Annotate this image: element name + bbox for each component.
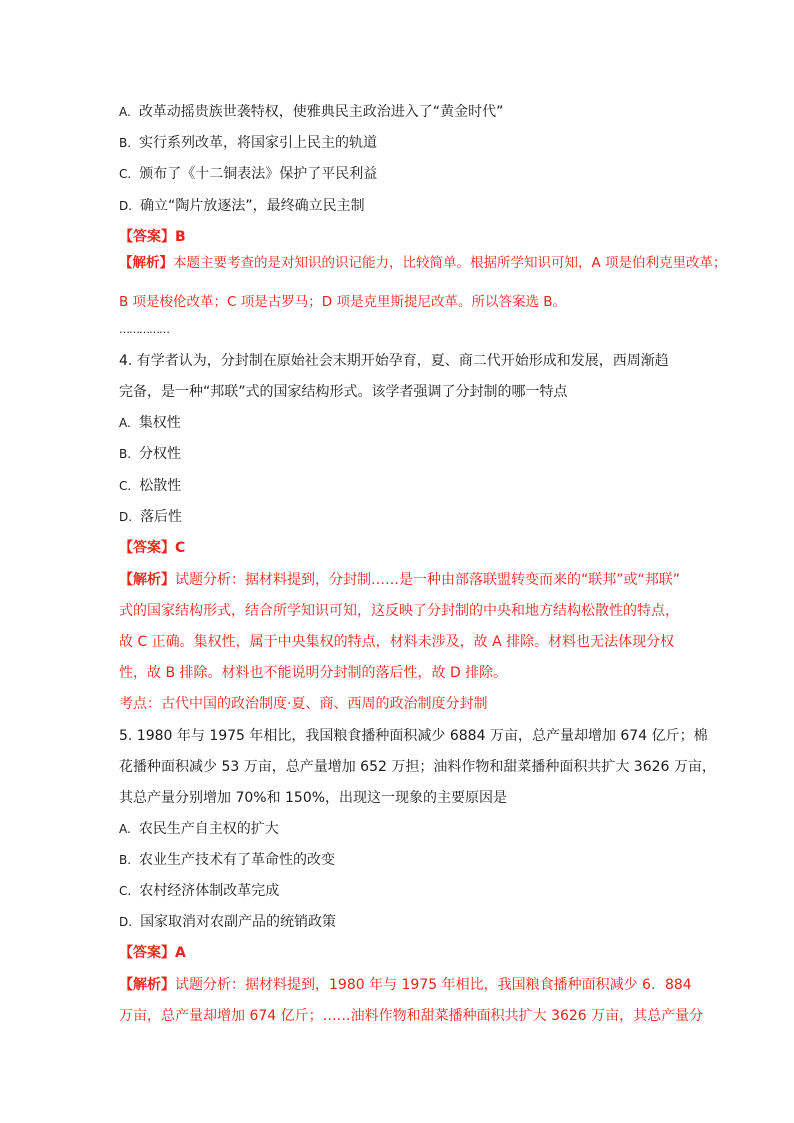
answer-value: B <box>175 229 186 245</box>
q3-analysis-line-2: B 项是梭伦改革；C 项是古罗马；D 项是克里斯提尼改革。所以答案选 B。 <box>119 294 567 310</box>
q3-answer <box>119 227 186 247</box>
ellipsis-divider: …………… <box>119 323 169 336</box>
option-text: 确立“陶片放逐法”，最终确立民主制 <box>140 198 365 214</box>
q5-stem-line-2: 花播种面积减少 53 万亩，总产量增加 652 万担；油料作物和甜菜播种面积共扩大 3626 万亩， <box>119 759 716 775</box>
option-letter: B. <box>119 853 132 867</box>
option-text: 颁布了《十二铜表法》保护了平民利益 <box>139 166 378 182</box>
option-letter: D. <box>119 199 133 213</box>
q4-analysis-line-2: 式的国家结构形式，结合所学知识可知，这反映了分封制的中央和地方结构松散性的特点， <box>119 603 679 619</box>
q5-answer <box>119 943 186 963</box>
q4-option-b <box>119 444 181 464</box>
option-letter: A. <box>119 105 131 119</box>
q4-option-c <box>119 476 181 496</box>
q3-analysis-line-1 <box>119 253 727 273</box>
analysis-text: 本题主要考查的是对知识的识记能力，比较简单。根据所学知识可知，A 项是伯利克里改革； <box>173 255 727 271</box>
option-text: 国家取消对农副产品的统销政策 <box>140 914 337 930</box>
analysis-text: 试题分析：据材料提到，1980 年与 1975 年相比，我国粮食播种面积减少 6．884 <box>175 977 692 993</box>
q3-option-c <box>119 164 377 184</box>
option-letter: C. <box>119 884 132 898</box>
option-text: 改革动摇贵族世袭特权，使雅典民主政治进入了“黄金时代” <box>138 104 504 120</box>
q4-option-a <box>119 413 181 433</box>
answer-label: 【答案】 <box>119 540 175 556</box>
q3-option-a <box>119 102 503 122</box>
q5-stem-line-3: 其总产量分别增加 70%和 150%，出现这一现象的主要原因是 <box>119 790 508 806</box>
option-text: 农民生产自主权的扩大 <box>138 821 279 837</box>
q4-stem-line-1: 4. 有学者认为，分封制在原始社会末期开始孕育，夏、商二代开始形成和发展，西周渐趋 <box>119 353 669 369</box>
q4-option-d <box>119 507 182 527</box>
q4-analysis-line-3: 故 C 正确。集权性，属于中央集权的特点，材料未涉及，故 A 排除。材料也无法体现分权 <box>119 634 675 650</box>
q5-analysis-line-1 <box>119 975 692 995</box>
analysis-text: 试题分析：据材料提到，分封制……是一种由部落联盟转变而来的“联邦”或“邦联” <box>175 572 681 588</box>
answer-value: C <box>175 540 186 556</box>
q4-kaodian: 考点：古代中国的政治制度·夏、商、西周的政治制度分封制 <box>119 696 488 712</box>
analysis-label: 【解析】 <box>119 572 175 588</box>
option-letter: B. <box>119 136 132 150</box>
option-text: 松散性 <box>139 478 182 494</box>
q5-analysis-line-2: 万亩，总产量却增加 674 亿斤；……油料作物和甜菜播种面积共扩大 3626 万亩，其总产量分 <box>119 1008 704 1024</box>
q3-option-b <box>119 133 377 153</box>
option-letter: D. <box>119 915 133 929</box>
analysis-label: 【解析】 <box>119 977 175 993</box>
q5-option-d <box>119 912 336 932</box>
option-letter: A. <box>119 416 131 430</box>
option-letter: C. <box>119 479 132 493</box>
q5-option-a <box>119 819 279 839</box>
option-text: 农业生产技术有了革命性的改变 <box>139 852 336 868</box>
answer-label: 【答案】 <box>119 229 175 245</box>
option-letter: A. <box>119 822 131 836</box>
q4-analysis-line-1 <box>119 570 680 590</box>
option-letter: B. <box>119 447 132 461</box>
q3-option-d <box>119 196 365 216</box>
q4-stem-line-2: 完备，是一种“邦联”式的国家结构形式。该学者强调了分封制的哪一特点 <box>119 384 568 400</box>
q5-stem-line-1: 5. 1980 年与 1975 年相比，我国粮食播种面积减少 6884 万亩，总产量却增加 674 亿斤；棉 <box>119 728 708 744</box>
option-text: 落后性 <box>140 509 183 525</box>
analysis-label: 【解析】 <box>119 255 173 271</box>
option-text: 农村经济体制改革完成 <box>139 883 280 899</box>
option-text: 分权性 <box>139 446 182 462</box>
q4-answer <box>119 538 185 558</box>
option-letter: D. <box>119 510 133 524</box>
answer-label: 【答案】 <box>119 945 175 961</box>
option-text: 实行系列改革，将国家引上民主的轨道 <box>139 135 378 151</box>
q5-option-b <box>119 850 335 870</box>
answer-value: A <box>175 945 186 961</box>
q4-analysis-line-4: 性，故 B 排除。材料也不能说明分封制的落后性，故 D 排除。 <box>119 665 508 681</box>
q5-option-c <box>119 881 279 901</box>
option-letter: C. <box>119 167 132 181</box>
option-text: 集权性 <box>138 415 181 431</box>
